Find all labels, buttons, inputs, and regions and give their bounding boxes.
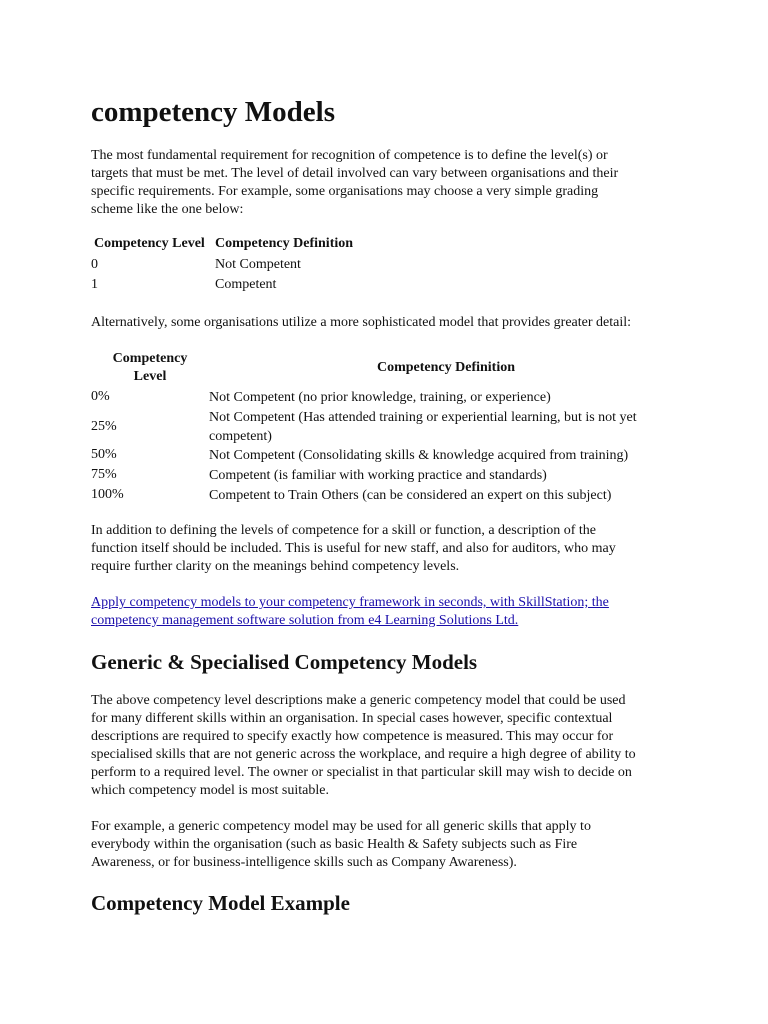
skillstation-link[interactable]: Apply competency models to your competency framework in seconds, with SkillStation; the <box>91 595 609 610</box>
definition-cell: Not Competent (Consolidating skills & knowledge acquired from training) <box>209 448 629 463</box>
paragraph-line: For example, a generic competency model may be used for all generic skills that apply to <box>91 819 591 834</box>
definition-cell: Not Competent (no prior knowledge, training, or experience) <box>209 390 551 405</box>
definition-cell: Competent <box>215 277 277 292</box>
table-row <box>91 257 391 277</box>
addition-line: In addition to defining the levels of competence for a skill or function, a description of the <box>91 523 597 538</box>
header-competency-definition: Competency Definition <box>215 236 354 251</box>
section-heading-generic-specialised: Generic & Specialised Competency Models <box>91 650 478 674</box>
paragraph-line: for many different skills within an organisation. In special cases however, specific contextual <box>91 711 613 726</box>
skillstation-link-paragraph <box>91 594 691 630</box>
table-row <box>91 277 391 297</box>
level-cell: 1 <box>91 277 98 292</box>
example-paragraph <box>91 818 691 872</box>
header-competency-level: Competency Level <box>112 351 188 384</box>
level-cell: 0 <box>91 257 98 272</box>
paragraph-line: perform to a required level. The owner or specialist in that particular skill may wish to decide on <box>91 765 632 780</box>
level-cell: 100% <box>91 487 124 502</box>
definition-cell: Competent (is familiar with working practice and standards) <box>209 468 547 483</box>
alternative-text: Alternatively, some organisations utilize a more sophisticated model that provides greater detail: <box>91 315 632 330</box>
definition-cell: Not Competent <box>215 257 301 272</box>
generic-models-paragraph <box>91 692 691 800</box>
addition-paragraph <box>91 522 691 576</box>
alternative-paragraph <box>91 314 691 332</box>
page-title: competency Models <box>91 96 336 128</box>
skillstation-link[interactable]: competency management software solution from e4 Learning Solutions Ltd. <box>91 613 519 628</box>
addition-line: function itself should be included. This is useful for new staff, and also for auditors, who may <box>91 541 616 556</box>
header-competency-definition: Competency Definition <box>376 360 516 375</box>
paragraph-line: Awareness, or for business-intelligence skills such as Company Awareness). <box>91 855 517 870</box>
definition-cell: Not Competent (Has attended training or experiential learning, but is not yet competent) <box>209 410 637 444</box>
level-cell: 75% <box>91 467 117 482</box>
intro-line: specific requirements. For example, some organisations may choose a very simple grading <box>91 184 599 199</box>
table-header-row <box>91 236 391 256</box>
level-cell: 25% <box>91 419 117 434</box>
paragraph-line: The above competency level descriptions make a generic competency model that could be used <box>91 693 626 708</box>
intro-paragraph <box>91 147 691 219</box>
intro-line: targets that must be met. The level of detail involved can vary between organisations and their <box>91 166 619 181</box>
addition-line: require further clarity on the meanings behind competency levels. <box>91 559 460 574</box>
intro-line: The most fundamental requirement for recognition of competence is to define the level(s) or <box>91 148 608 163</box>
definition-cell: Competent to Train Others (can be considered an expert on this subject) <box>209 488 612 503</box>
paragraph-line: descriptions are required to specify exactly how competence is measured. This may occur for <box>91 729 614 744</box>
paragraph-line: everybody within the organisation (such as basic Health & Safety subjects such as Fire <box>91 837 578 852</box>
level-cell: 0% <box>91 389 110 404</box>
level-cell: 50% <box>91 447 117 462</box>
intro-line: scheme like the one below: <box>91 202 244 217</box>
paragraph-line: which competency model is most suitable. <box>91 783 329 798</box>
paragraph-line: specialised skills that are not generic across the workplace, and require a high degree of ability to <box>91 747 636 762</box>
section-heading-model-example: Competency Model Example <box>91 891 350 915</box>
header-competency-level: Competency Level <box>94 236 205 251</box>
